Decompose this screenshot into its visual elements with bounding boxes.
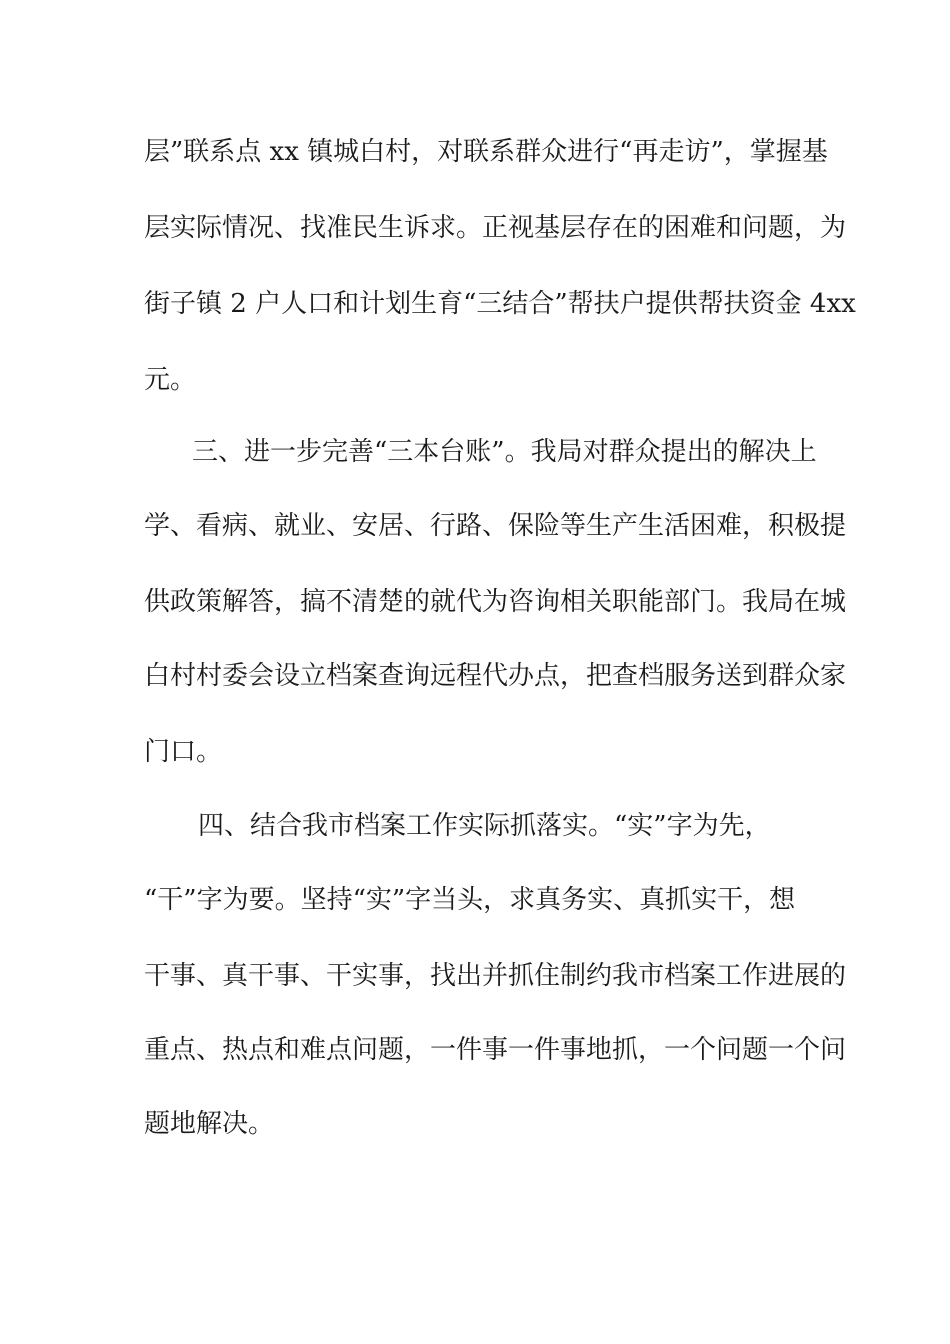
paragraph-line: 层实际情况、找准民生诉求。正视基层存在的困难和问题，为 (144, 213, 847, 243)
paragraph-line: 街子镇 2 户人口和计划生育“三结合”帮扶户提供帮扶资金 4xx (144, 289, 856, 319)
paragraph-line: 层”联系点 xx 镇城白村，对联系群众进行“再走访”，掌握基 (144, 137, 828, 167)
paragraph-line: 重点、热点和难点问题，一件事一件事地抓，一个问题一个问 (144, 1035, 847, 1065)
paragraph-line: “干”字为要。坚持“实”字当头，求真务实、真抓实干，想 (144, 885, 796, 915)
paragraph-line: 门口。 (144, 737, 223, 767)
section-heading-line: 四、结合我市档案工作实际抓落实。“实”字为先， (198, 811, 771, 841)
paragraph-line: 题地解决。 (144, 1109, 275, 1139)
paragraph-line: 学、看病、就业、安居、行路、保险等生产生活困难，积极提 (144, 511, 847, 541)
paragraph-line: 白村村委会设立档案查询远程代办点，把查档服务送到群众家 (144, 661, 847, 691)
paragraph-line: 供政策解答，搞不清楚的就代为咨询相关职能部门。我局在城 (144, 587, 847, 617)
paragraph-line: 干事、真干事、干实事，找出并抓住制约我市档案工作进展的 (144, 961, 847, 991)
paragraph-line: 元。 (144, 365, 197, 395)
section-heading-line: 三、进一步完善“三本台账”。我局对群众提出的解决上 (192, 437, 817, 467)
